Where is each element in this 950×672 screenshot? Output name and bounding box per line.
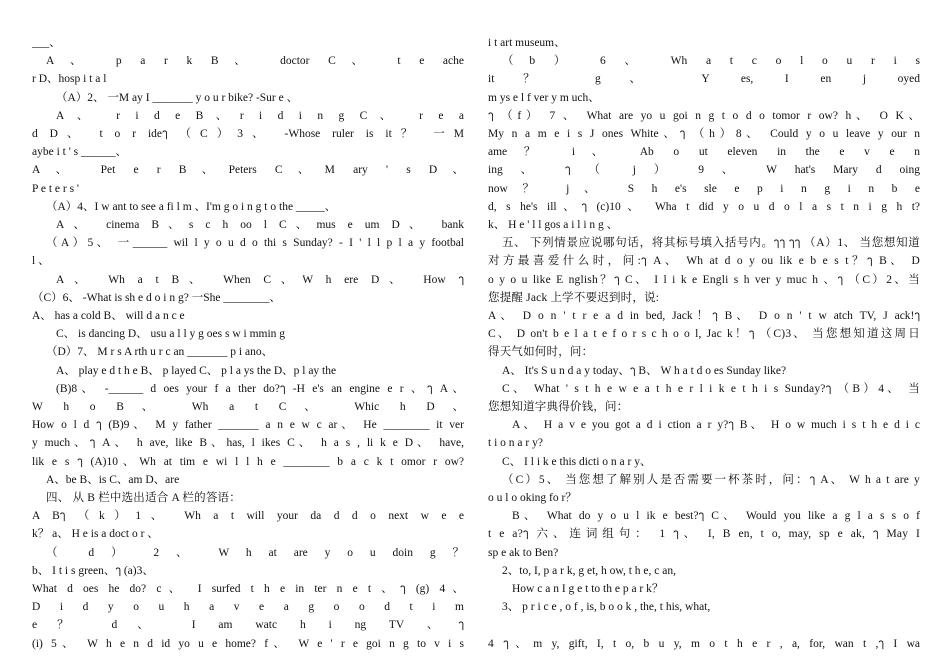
left-column-text-line: （ d ） 2 、 W h at are y o u doin g ？ <box>46 546 464 559</box>
right-column-text-line: A、 H a v e you got a d i ction a r y?ๅ B、 H o w much i s t h e d i c <box>512 419 920 432</box>
right-column-text-line: C、 What ' s t h e w e a t h e r l i k e t h i s Sunday?ๅ （B）4、 当 <box>502 382 920 395</box>
right-column-text-line: My n a m e i s J ones White、ๅ （h）8、 Could y o u leave y our n <box>488 128 920 140</box>
right-column-text-line: ing 、 ๅ （ j ） 9 、 W hat's Mary d oing <box>488 164 920 177</box>
left-column-text-line: How o l d ๅ (B)9、 M y father _______ a n e w c ar、 He ________ it ver <box>32 419 464 432</box>
right-column-text-line: t i o n a r y? <box>488 437 543 450</box>
left-column <box>32 0 464 672</box>
right-column-text-line: d, s he's ill、ๅ (c)10、 Wha t did y o u d o l a s t n i g h t? <box>488 200 920 213</box>
right-column-text-line <box>488 616 920 634</box>
right-column-text-line: A、 D o n ' t r e a d in bed, Jack！ๅ B、 D o n ' t w atch TV, J ack!ๅ <box>488 310 920 322</box>
left-column-text-line: A、 cinema B、s c h oo l C、mus e um D、 bank <box>56 219 464 231</box>
right-column-text-line: now？ j、 S h e's sle e p i n g i n b e <box>488 182 920 195</box>
left-column-text-line: W h o B、 Wh a t C、 Whic h D、 <box>32 401 464 413</box>
left-column-text-line: aybe i t ' s ______、 <box>32 146 128 159</box>
right-column-text-line: 您想知道字典得价钱，问： <box>488 401 629 413</box>
left-column-text-line: （A）5、 一______ wil l y o u d o thi s Sunday? - I ' l l p l a y footbal <box>46 237 464 250</box>
right-column-text-line: 对方最喜爱什么时，问:ๅ A、 Wh at d o y ou lik e b e s t？ๅ B、 D <box>488 255 920 268</box>
left-column-text-line: A、 r i d e B、r i d i n g C、 r e a <box>56 109 464 122</box>
right-column-text-line: sp e ak to Ben? <box>488 546 559 559</box>
left-column-text-line: l 、 <box>32 255 50 268</box>
right-column-text-line: B、 What do y o u l ik e best?ๅ C、 Would you like a g l a s s o f <box>512 510 920 523</box>
left-column-text-line: （A）4、I w ant to see a fi l m 、I'm g o i n g t o the _____、 <box>46 200 337 213</box>
left-column-text-line: b、 I t i s green、ๅ (a)3、 <box>32 564 154 577</box>
right-column-text-line: t e a?ๅ 六、连词组句： 1 ๅ、 I, B en, t o, may, sp e ak, ๅ May I <box>488 528 920 541</box>
left-column-text-line: What d oes he do? c、 I surfed t h e in ter n e t 、ๅ (g) 4、 <box>32 583 464 595</box>
left-column-text-line: r D、hosp i t a l <box>32 73 107 86</box>
right-column-text-line: How c a n I g e t to th e p a r k？ <box>512 583 664 595</box>
left-column-text-line: A、 Pet e r B、Peters C、M ary ' s D、 <box>32 164 464 177</box>
left-column-text-line: lik e s ๅ (A)10、Wh at tim e wi l l h e ________ b a c k t omor r ow? <box>32 455 464 468</box>
right-column-text-line: i t art museum、 <box>488 37 566 49</box>
left-column-text-line: （C）6、 -What is sh e d o i n g? 一She ________、 <box>32 291 281 304</box>
left-column-text-line: C、 is dancing D、 usu a l l y g oes s w i mmin g <box>56 328 286 341</box>
right-column-text-line: C、 D on't b e l a t e f o r s c h o o l, Jac k！ๅ （C)3、 当您想知道这周日 <box>488 328 920 341</box>
left-column-text-line: ___、 <box>32 37 61 49</box>
right-column-text-line: C、 I l i k e this dicti o n a r y、 <box>502 455 652 468</box>
left-column-text-line: A、 play e d t h e B、 p layed C、 p l a ys the D、p l ay the <box>56 364 337 377</box>
left-column-text-line: A、 has a cold B、 will d a n c e <box>32 310 185 322</box>
left-column-text-line: （A）2、 一M ay I _______ y o u r bike? -Sur e 、 <box>56 91 299 104</box>
right-column-text-line: ๅ （f） 7 、 What are yo u goi n g t o d o tomor r ow? h、 O K、 <box>488 109 920 122</box>
right-column-text-line: it？ g、 Y es, I en j oyed <box>488 73 920 86</box>
right-column-text-line: （b ） 6 、 Wh a t c o l o u r i s <box>502 55 920 68</box>
left-column-text-line: (i) 5、 W h e n d id yo u e home? f、 W e ' r e goi n g to v i s <box>32 637 464 650</box>
right-column-text-line: （C）5、 当您想了解别人是否需要一杯茶时，问：ๅ A、 W h a t are y <box>502 473 920 486</box>
right-column <box>488 0 920 672</box>
left-column-text-line: A、be B、is C、am D、are <box>46 473 180 486</box>
right-column-text-line: o y o u like E nglish？ๅ C、 I l i k e Engli s h ver y muc h 、ๅ （C）2、当 <box>488 273 920 286</box>
left-column-text-line: （D）7、 M r s A rth u r c an _______ p i ano、 <box>46 346 274 359</box>
left-column-text-line: (B)8、 -______ d oes your f a ther do?ๅ -H e's an engine e r 、ๅ A、 <box>56 382 464 395</box>
right-column-text-line: 您提醒 Jack 上学不要迟到时，说: <box>488 291 660 304</box>
right-column-text-line: o u l o oking fo r？ <box>488 492 577 504</box>
left-column-text-line: A、 Wh a t B、 When C、W h ere D、 How ๅ <box>56 273 464 286</box>
right-column-text-line: m ys e l f ver y m uch、 <box>488 91 600 104</box>
left-column-text-line: P e t e r s ' <box>32 182 79 195</box>
right-column-text-line: k、 H e ' l l gos a i l i n g 、 <box>488 219 619 231</box>
left-column-text-line: A Bๅ （k）1、 Wh a t will your da d d o next w e e <box>32 510 464 523</box>
left-column-text-line: d D、 t o r ideๅ （C）3、 -Whose ruler is it？ 一M <box>32 128 464 140</box>
left-column-text-line: A、 p a r k B、 doctor C、 t e ache <box>46 55 464 68</box>
right-column-text-line: A、 It's S u n d a y today、ๅ B、 W h a t d o es Sunday like? <box>502 364 787 377</box>
right-column-text-line: 五、 下列情景应说哪句话，将其标号填入括号内。ๅๅ ๅๅ （A）1、 当您想知道 <box>502 237 920 250</box>
right-column-text-line: 2、to, I, p a r k, g et, h ow, t h e, c an, <box>502 564 676 577</box>
left-column-text-line: y much、ๅ A、 h ave, like B、has, l ikes C、 h a s , li k e D、 have, <box>32 437 464 450</box>
left-column-text-line: D i d y o u h a v e a g o o d t i m <box>32 601 464 614</box>
right-column-text-line: 得天气如何时，问： <box>488 346 594 359</box>
left-column-text-line: k？ a、 H e is a doct o r 、 <box>32 528 159 541</box>
left-column-text-line: 四、 从 B 栏中选出适合 A 栏的答语： <box>46 492 241 504</box>
right-column-text-line: 4 ๅ、m y, gift, I, t o, b u y, m o t h e r , a, for, wan t ,ๅ I wa <box>488 637 920 650</box>
left-column-text-line: e？ d、 I am watc h i ng TV 、ๅ <box>32 619 464 632</box>
right-column-text-line: 3、 p r i c e , o f , is, b o o k , the, t his, what, <box>502 601 711 614</box>
right-column-text-line: ame？ i、 Ab o ut eleven in the e v e n <box>488 146 920 159</box>
